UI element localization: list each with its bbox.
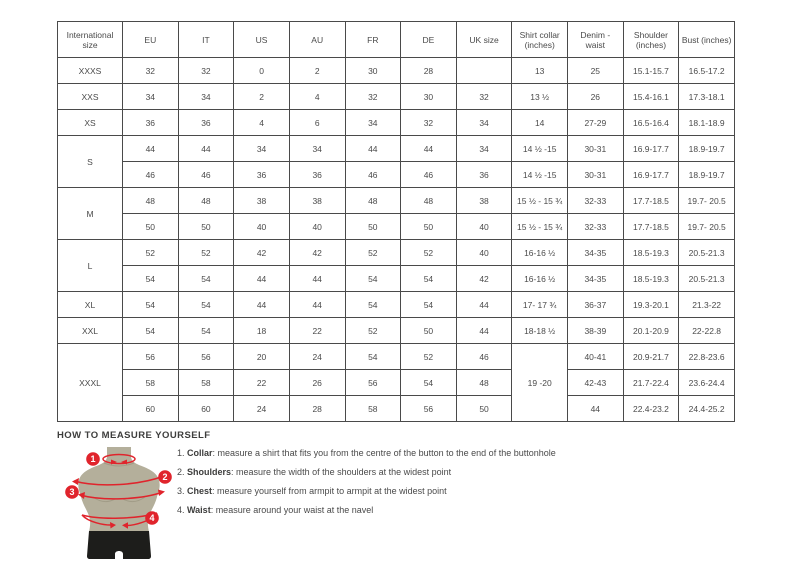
instruction-text: : measure yourself from armpit to armpit at the widest point: [212, 486, 447, 496]
table-cell: 40: [234, 214, 290, 240]
table-cell: 52: [345, 318, 401, 344]
table-cell: 22: [289, 318, 345, 344]
table-row: [58, 292, 735, 318]
table-cell: 60: [178, 396, 234, 422]
table-cell: 34-35: [568, 266, 624, 292]
table-cell: [456, 58, 512, 84]
table-cell: 19.3-20.1: [623, 292, 679, 318]
table-row: [58, 214, 735, 240]
column-header: IT: [178, 22, 234, 58]
table-cell: 46: [178, 162, 234, 188]
table-cell: 54: [345, 266, 401, 292]
table-cell: 40-41: [568, 344, 624, 370]
table-cell: 48: [456, 370, 512, 396]
table-cell: 24.4-25.2: [679, 396, 735, 422]
step-2-badge: [158, 470, 172, 484]
table-cell: 54: [123, 292, 179, 318]
table-cell: 50: [401, 318, 457, 344]
table-cell: 46: [123, 162, 179, 188]
table-cell: 44: [123, 136, 179, 162]
table-cell: 30: [345, 58, 401, 84]
table-cell: 21.3-22: [679, 292, 735, 318]
table-cell: 18: [234, 318, 290, 344]
column-header: Shirt collar (inches): [512, 22, 568, 58]
table-cell: 34-35: [568, 240, 624, 266]
table-cell: 30-31: [568, 136, 624, 162]
svg-text:1: 1: [90, 454, 96, 465]
instruction-label: Shoulders: [187, 467, 232, 477]
table-cell: 18.5-19.3: [623, 240, 679, 266]
column-header: International size: [58, 22, 123, 58]
table-cell: 14: [512, 110, 568, 136]
table-cell: 44: [289, 292, 345, 318]
table-cell: 19.7- 20.5: [679, 214, 735, 240]
table-cell: 40: [456, 214, 512, 240]
table-cell: 26: [289, 370, 345, 396]
table-cell: 46: [401, 162, 457, 188]
measure-instruction: [177, 448, 556, 458]
table-cell: 56: [178, 344, 234, 370]
table-row: [58, 344, 735, 370]
table-cell: 0: [234, 58, 290, 84]
instruction-text: : measure around your waist at the navel: [210, 505, 374, 515]
table-cell: 54: [401, 370, 457, 396]
table-cell: 26: [568, 84, 624, 110]
table-cell: 28: [289, 396, 345, 422]
table-cell: 22.4-23.2: [623, 396, 679, 422]
step-3-badge: [65, 485, 79, 499]
table-cell: 16.5-16.4: [623, 110, 679, 136]
table-row: [58, 240, 735, 266]
step-4-badge: [145, 511, 159, 525]
table-row: [58, 162, 735, 188]
table-cell: 18.9-19.7: [679, 136, 735, 162]
table-cell: 19 -20: [512, 344, 568, 422]
table-cell: 56: [345, 370, 401, 396]
table-cell: 52: [401, 344, 457, 370]
table-cell: 34: [456, 110, 512, 136]
column-header: Denim - waist: [568, 22, 624, 58]
table-cell: XXXL: [58, 344, 123, 422]
table-cell: 54: [345, 292, 401, 318]
instruction-label: Waist: [187, 505, 211, 515]
table-cell: 36-37: [568, 292, 624, 318]
table-cell: 44: [456, 292, 512, 318]
instruction-label: Chest: [187, 486, 213, 496]
measure-instruction: [177, 486, 556, 496]
table-cell: 21.7-22.4: [623, 370, 679, 396]
table-cell: 34: [178, 84, 234, 110]
table-cell: 4: [289, 84, 345, 110]
table-row: [58, 318, 735, 344]
table-cell: 58: [345, 396, 401, 422]
table-cell: 17- 17 ¾: [512, 292, 568, 318]
table-cell: 48: [345, 188, 401, 214]
svg-text:2: 2: [162, 472, 168, 483]
table-cell: 14 ½ -15: [512, 136, 568, 162]
table-cell: 46: [456, 344, 512, 370]
table-cell: 44: [234, 292, 290, 318]
table-cell: S: [58, 136, 123, 188]
table-cell: 38: [456, 188, 512, 214]
table-row: [58, 136, 735, 162]
table-cell: 24: [234, 396, 290, 422]
table-cell: 15.1-15.7: [623, 58, 679, 84]
table-cell: 34: [289, 136, 345, 162]
table-cell: 13: [512, 58, 568, 84]
table-cell: 32-33: [568, 214, 624, 240]
instruction-number: 2.: [177, 467, 188, 477]
table-cell: 17.3-18.1: [679, 84, 735, 110]
table-cell: 22: [234, 370, 290, 396]
table-cell: 54: [123, 318, 179, 344]
table-cell: 54: [401, 292, 457, 318]
svg-text:3: 3: [69, 487, 75, 498]
table-cell: 32-33: [568, 188, 624, 214]
table-cell: 15 ½ - 15 ¾: [512, 188, 568, 214]
table-cell: 34: [345, 110, 401, 136]
table-cell: 52: [123, 240, 179, 266]
table-cell: 60: [123, 396, 179, 422]
instruction-text: : measure the width of the shoulders at the widest point: [231, 467, 452, 477]
measure-title: HOW TO MEASURE YOURSELF: [57, 430, 211, 441]
step-1-badge: [86, 452, 100, 466]
table-cell: 36: [289, 162, 345, 188]
measure-instruction: [177, 467, 556, 477]
table-row: [58, 188, 735, 214]
table-row: [58, 110, 735, 136]
table-cell: 54: [178, 318, 234, 344]
table-cell: 16.5-17.2: [679, 58, 735, 84]
table-cell: 42: [289, 240, 345, 266]
table-cell: 16.9-17.7: [623, 136, 679, 162]
table-cell: XS: [58, 110, 123, 136]
column-header: Shoulder (inches): [623, 22, 679, 58]
table-cell: 36: [456, 162, 512, 188]
table-cell: 38: [289, 188, 345, 214]
table-cell: 36: [178, 110, 234, 136]
table-cell: 48: [178, 188, 234, 214]
table-cell: XL: [58, 292, 123, 318]
size-table-head: [58, 22, 735, 58]
table-cell: 46: [345, 162, 401, 188]
table-cell: 44: [289, 266, 345, 292]
table-cell: 48: [123, 188, 179, 214]
table-cell: 42-43: [568, 370, 624, 396]
column-header: EU: [123, 22, 179, 58]
table-cell: 34: [123, 84, 179, 110]
table-cell: 2: [289, 58, 345, 84]
table-cell: 52: [401, 240, 457, 266]
table-row: [58, 58, 735, 84]
table-cell: 20: [234, 344, 290, 370]
instruction-number: 4.: [177, 505, 188, 515]
table-row: [58, 396, 735, 422]
column-header: FR: [345, 22, 401, 58]
table-cell: 44: [178, 136, 234, 162]
table-cell: 58: [178, 370, 234, 396]
table-cell: 32: [123, 58, 179, 84]
table-cell: 50: [345, 214, 401, 240]
table-cell: 16.9-17.7: [623, 162, 679, 188]
table-cell: 54: [401, 266, 457, 292]
table-cell: 36: [234, 162, 290, 188]
instruction-number: 1.: [177, 448, 188, 458]
table-cell: 17.7-18.5: [623, 188, 679, 214]
table-cell: 28: [401, 58, 457, 84]
measure-instructions: [177, 448, 556, 515]
table-cell: L: [58, 240, 123, 292]
table-cell: 52: [345, 240, 401, 266]
size-chart-table: [57, 21, 735, 422]
column-header: DE: [401, 22, 457, 58]
table-cell: 56: [123, 344, 179, 370]
table-cell: 6: [289, 110, 345, 136]
table-row: [58, 266, 735, 292]
table-cell: 16-16 ½: [512, 266, 568, 292]
table-cell: 19.7- 20.5: [679, 188, 735, 214]
table-cell: 32: [456, 84, 512, 110]
table-cell: 23.6-24.4: [679, 370, 735, 396]
table-cell: 48: [401, 188, 457, 214]
table-cell: 14 ½ -15: [512, 162, 568, 188]
table-row: [58, 84, 735, 110]
table-row: [58, 370, 735, 396]
table-cell: 50: [401, 214, 457, 240]
table-cell: 50: [178, 214, 234, 240]
column-header: US: [234, 22, 290, 58]
table-cell: 38: [234, 188, 290, 214]
table-cell: XXS: [58, 84, 123, 110]
table-cell: 30: [401, 84, 457, 110]
table-cell: 34: [456, 136, 512, 162]
table-cell: 22-22.8: [679, 318, 735, 344]
table-cell: 17.7-18.5: [623, 214, 679, 240]
table-cell: 4: [234, 110, 290, 136]
shoulders-arrowhead: [72, 478, 79, 485]
instruction-label: Collar: [187, 448, 213, 458]
size-table-body: [58, 58, 735, 422]
table-cell: 32: [345, 84, 401, 110]
table-cell: 34: [234, 136, 290, 162]
table-cell: 58: [123, 370, 179, 396]
table-cell: 50: [123, 214, 179, 240]
table-cell: 16-16 ½: [512, 240, 568, 266]
table-cell: 32: [178, 58, 234, 84]
table-cell: 52: [178, 240, 234, 266]
table-cell: 44: [568, 396, 624, 422]
instruction-number: 3.: [177, 486, 188, 496]
table-cell: 36: [123, 110, 179, 136]
measure-instruction: [177, 505, 556, 515]
table-cell: 44: [456, 318, 512, 344]
table-cell: 15.4-16.1: [623, 84, 679, 110]
table-cell: 42: [456, 266, 512, 292]
table-cell: 50: [456, 396, 512, 422]
column-header: AU: [289, 22, 345, 58]
table-cell: 42: [234, 240, 290, 266]
table-cell: 54: [178, 292, 234, 318]
table-cell: 18.9-19.7: [679, 162, 735, 188]
table-cell: 54: [345, 344, 401, 370]
table-cell: 13 ½: [512, 84, 568, 110]
table-cell: 22.8-23.6: [679, 344, 735, 370]
table-cell: XXXS: [58, 58, 123, 84]
instruction-text: : measure a shirt that fits you from the centre of the button to the end of the buttonhole: [212, 448, 556, 458]
table-cell: 20.5-21.3: [679, 266, 735, 292]
table-cell: 20.5-21.3: [679, 240, 735, 266]
table-cell: 44: [345, 136, 401, 162]
mannequin-figure: [60, 447, 178, 566]
table-cell: 44: [234, 266, 290, 292]
svg-text:4: 4: [149, 513, 155, 524]
table-cell: 56: [401, 396, 457, 422]
table-cell: 18-18 ½: [512, 318, 568, 344]
table-cell: 30-31: [568, 162, 624, 188]
size-table-head-row: [58, 22, 735, 58]
table-cell: 2: [234, 84, 290, 110]
table-cell: 32: [401, 110, 457, 136]
table-cell: 18.1-18.9: [679, 110, 735, 136]
table-cell: 25: [568, 58, 624, 84]
table-cell: 54: [123, 266, 179, 292]
table-cell: 40: [456, 240, 512, 266]
chest-arrowhead-right: [158, 490, 165, 497]
table-cell: M: [58, 188, 123, 240]
table-cell: 44: [401, 136, 457, 162]
column-header: Bust (inches): [679, 22, 735, 58]
table-cell: 54: [178, 266, 234, 292]
table-cell: 27-29: [568, 110, 624, 136]
column-header: UK size: [456, 22, 512, 58]
table-cell: XXL: [58, 318, 123, 344]
table-cell: 20.9-21.7: [623, 344, 679, 370]
table-cell: 18.5-19.3: [623, 266, 679, 292]
shorts-shape: [87, 531, 151, 559]
table-cell: 38-39: [568, 318, 624, 344]
table-cell: 20.1-20.9: [623, 318, 679, 344]
table-cell: 40: [289, 214, 345, 240]
table-cell: 24: [289, 344, 345, 370]
table-cell: 15 ½ - 15 ¾: [512, 214, 568, 240]
